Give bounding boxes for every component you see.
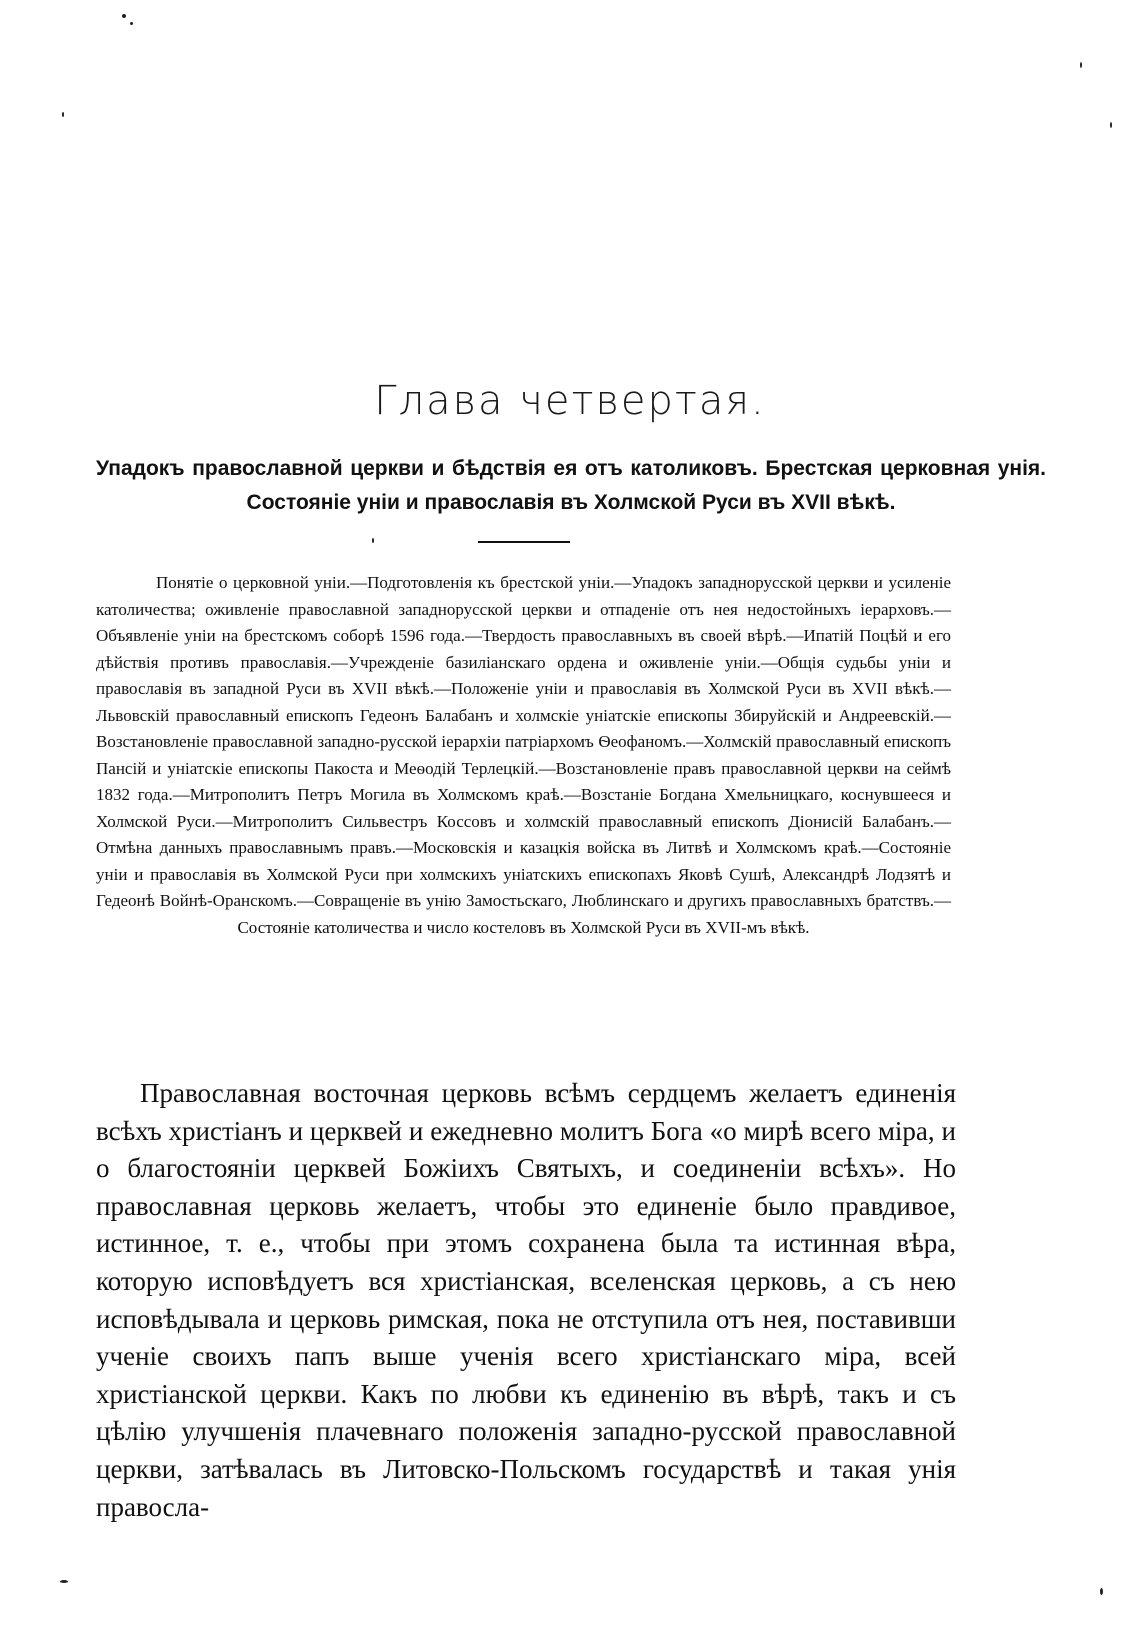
scan-speck — [1100, 1588, 1103, 1595]
scan-speck — [1080, 62, 1082, 68]
chapter-subtitle: Упадокъ православной церкви и бѣдствія ея отъ католиковъ. Брестская церковная унія. Состояніе уніи и православія въ Холмской Руси въ XVII вѣкѣ. — [96, 457, 1046, 514]
scan-speck — [60, 1580, 68, 1583]
chapter-summary: Понятіе о церковной уніи.—Подготовленія къ брестской уніи.—Упадокъ западнорусской церкви и усиленіе католичества; оживленіе православной западнорусской церкви и отпаденіе отъ нея недостойныхъ іерарховъ.—Объявленіе уніи на брестскомъ соборѣ 1596 года.—Твердость православныхъ въ своей вѣрѣ.—Ипатій Поцѣй и его дѣйствія противъ православія.—Учрежденіе базиліанскаго ордена и оживленіе уніи.—Общія судьбы уніи и православія въ западной Руси въ XVII вѣкѣ.—Положеніе уніи и православія въ Холмской Руси въ XVII вѣкѣ.—Львовскій православный епископъ Гедеонъ Балабанъ и холмскіе уніатскіе епископы Збируйскій и Андреевскій.—Возстановленіе православной западно-русской іерархіи патріархомъ Ѳеофаномъ.—Холмскій православный епископъ Пансій и уніатскіе епископы Пакоста и Меѳодій Терлецкій.—Возстановленіе правъ православной церкви на сеймѣ 1832 года.—Митрополитъ Петръ Могила въ Холмскомъ краѣ.—Возстаніе Богдана Хмельницкаго, коснувшееся и Холмской Руси.—Митрополитъ Сильвестръ Коссовъ и холмскій православный епископъ Діонисій Балабанъ.—Отмѣна данныхъ православнымъ правъ.—Московскія и казацкія войска въ Литвѣ и Холмскомъ краѣ.—Состояніе уніи и православія въ Холмской Руси при холмскихъ уніатскихъ епископахъ Яковѣ Сушѣ, Александрѣ Лодзятѣ и Гедеонѣ Войнѣ-Оранскомъ.—Совращеніе въ унію Замостьскаго, Люблинскаго и другихъ православныхъ братствъ.—Состояніе католичества и число костеловъ въ Холмской Руси въ XVII-мъ вѣкѣ. — [96, 573, 951, 937]
scan-speck — [372, 538, 374, 543]
scan-speck — [130, 22, 133, 25]
scan-speck — [62, 112, 64, 117]
section-divider — [478, 541, 570, 543]
scan-speck — [1110, 122, 1112, 128]
body-paragraph: Православная восточная церковь всѣмъ сердцемъ желаетъ единенія всѣхъ христіанъ и церквей и ежедневно молитъ Бога «о мирѣ всего міра, и о благостояніи церквей Божіихъ Святыхъ, и соединеніи всѣхъ». Но православная церковь желаетъ, чтобы это единеніе было правдивое, истинное, т. е., чтобы при этомъ сохранена была та истинная вѣра, которую исповѣдуетъ вся христіанская, вселенская церковь, а съ нею исповѣдывала и церковь римская, пока не отступила отъ нея, поставивши ученіе своихъ папъ выше ученія всего христіанскаго міра, всей христіанской церкви. Какъ по любви къ единенію въ вѣрѣ, такъ и съ цѣлію улучшенія плачевнаго положенія западно-русской православной церкви, затѣвалась въ Литовско-Польскомъ государствѣ и такая унія правосла- — [96, 1078, 956, 1522]
scan-speck — [122, 14, 126, 18]
chapter-title: Глава четвертая. — [374, 378, 766, 424]
